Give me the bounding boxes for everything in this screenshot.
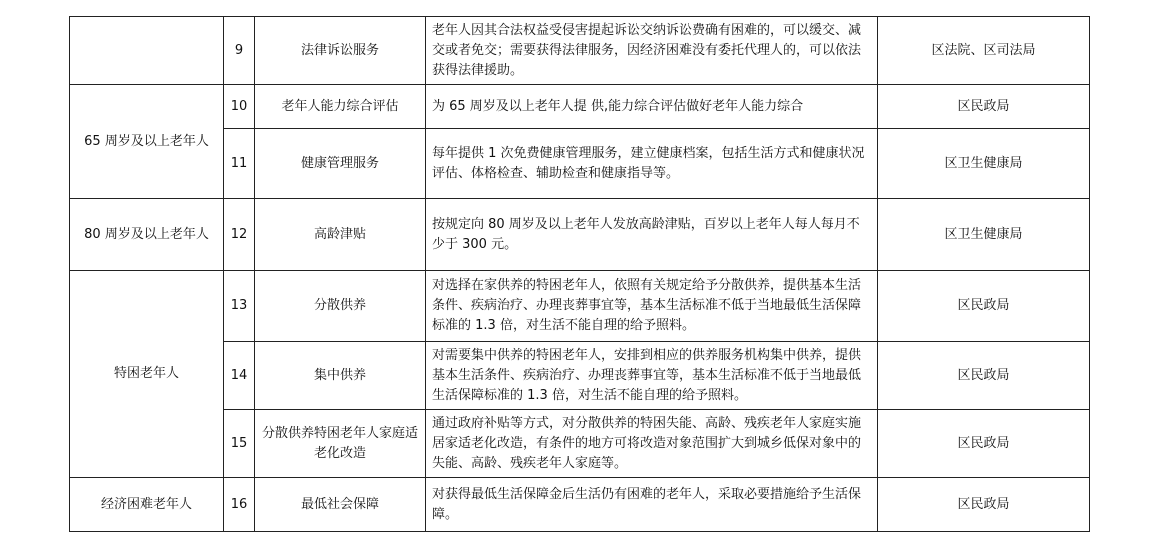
table-row	[70, 17, 1090, 85]
group-cell: 80 周岁及以上老年人	[70, 199, 224, 271]
service-description: 为 65 周岁及以上老年人提 供,能力综合评估做好老年人能力综合	[426, 85, 878, 129]
row-number: 11	[224, 129, 255, 199]
service-description: 对需要集中供养的特困老年人，安排到相应的供养服务机构集中供养，提供基本生活条件、疾病治疗、办理丧葬事宜等，基本生活标准不低于当地最低生活保障标准的 1.3 倍，对生活不能自理的给予照料。	[426, 342, 878, 410]
table-row	[70, 478, 1090, 532]
row-number: 10	[224, 85, 255, 129]
group-cell: 经济困难老年人	[70, 478, 224, 532]
service-name: 老年人能力综合评估	[255, 85, 426, 129]
row-number: 9	[224, 17, 255, 85]
group-cell: 特困老年人	[70, 271, 224, 478]
service-description: 按规定向 80 周岁及以上老年人发放高龄津贴，百岁以上老年人每人每月不少于 300 元。	[426, 199, 878, 271]
responsible-department: 区法院、区司法局	[878, 17, 1090, 85]
responsible-department: 区民政局	[878, 478, 1090, 532]
service-name: 集中供养	[255, 342, 426, 410]
service-name: 分散供养	[255, 271, 426, 342]
group-cell: 65 周岁及以上老年人	[70, 85, 224, 199]
service-name: 分散供养特困老年人家庭适老化改造	[255, 410, 426, 478]
responsible-department: 区卫生健康局	[878, 199, 1090, 271]
service-name: 健康管理服务	[255, 129, 426, 199]
responsible-department: 区卫生健康局	[878, 129, 1090, 199]
row-number: 15	[224, 410, 255, 478]
service-description: 对选择在家供养的特困老年人，依照有关规定给予分散供养，提供基本生活条件、疾病治疗、办理丧葬事宜等，基本生活标准不低于当地最低生活保障标准的 1.3 倍，对生活不能自理的给予照料。	[426, 271, 878, 342]
service-description: 通过政府补贴等方式，对分散供养的特困失能、高龄、残疾老年人家庭实施居家适老化改造，有条件的地方可将改造对象范围扩大到城乡低保对象中的失能、高龄、残疾老年人家庭等。	[426, 410, 878, 478]
row-number: 14	[224, 342, 255, 410]
row-number: 16	[224, 478, 255, 532]
row-number: 13	[224, 271, 255, 342]
responsible-department: 区民政局	[878, 342, 1090, 410]
service-name: 最低社会保障	[255, 478, 426, 532]
service-description: 对获得最低生活保障金后生活仍有困难的老年人，采取必要措施给予生活保障。	[426, 478, 878, 532]
table-row	[70, 199, 1090, 271]
responsible-department: 区民政局	[878, 85, 1090, 129]
responsible-department: 区民政局	[878, 410, 1090, 478]
row-number: 12	[224, 199, 255, 271]
responsible-department: 区民政局	[878, 271, 1090, 342]
table-row	[70, 85, 1090, 129]
group-cell	[70, 17, 224, 85]
service-name: 高龄津贴	[255, 199, 426, 271]
table-row	[70, 271, 1090, 342]
service-description: 每年提供 1 次免费健康管理服务，建立健康档案，包括生活方式和健康状况评估、体格检查、辅助检查和健康指导等。	[426, 129, 878, 199]
services-table	[69, 16, 1090, 532]
service-name: 法律诉讼服务	[255, 17, 426, 85]
service-description: 老年人因其合法权益受侵害提起诉讼交纳诉讼费确有困难的，可以缓交、减交或者免交；需要获得法律服务，因经济困难没有委托代理人的，可以依法获得法律援助。	[426, 17, 878, 85]
